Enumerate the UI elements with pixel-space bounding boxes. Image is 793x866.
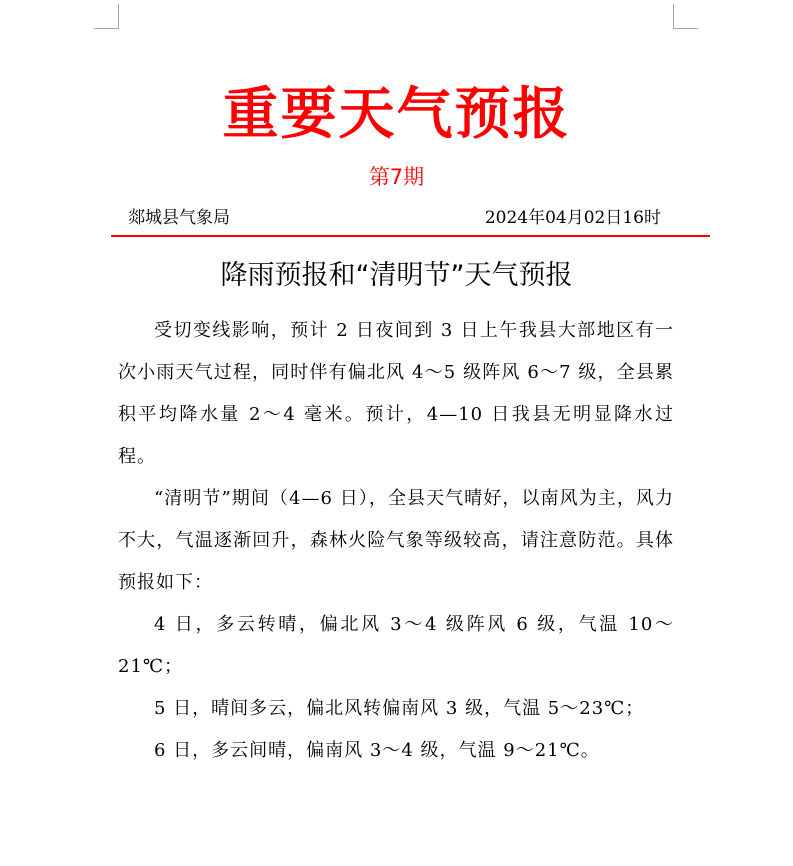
paragraph-qingming-overview: “清明节”期间（4—6 日），全县天气晴好，以南风为主，风力不大，气温逐渐回升，森林火险气象等级较高，请注意防范。具体预报如下： [118, 488, 674, 593]
page-corner-mark-top-right [673, 4, 698, 29]
page-corner-mark-top-left [94, 4, 119, 29]
header-divider [111, 235, 710, 237]
paragraph-day-6: 6 日，多云间晴，偏南风 3～4 级，气温 9～21℃。 [154, 740, 600, 761]
forecast-body [118, 310, 674, 772]
forecast-heading: 降雨预报和“清明节”天气预报 [220, 260, 573, 291]
issue-number: 第7期 [368, 165, 425, 189]
paragraph-day-4: 4 日，多云转晴，偏北风 3～4 级阵风 6 级，气温 10～21℃； [118, 614, 674, 677]
issue-datetime: 2024年04月02日16时 [484, 208, 661, 228]
paragraph-rain-forecast: 受切变线影响，预计 2 日夜间到 3 日上午我县大部地区有一次小雨天气过程，同时伴有偏北风 4～5 级阵风 6～7 级，全县累积平均降水量 2～4 毫米。预计，4—10 日我县无明显降水过程。 [118, 320, 674, 467]
issuing-agency: 郯城县气象局 [128, 208, 230, 228]
document-title: 重要天气预报 [222, 82, 571, 147]
paragraph-day-5: 5 日，晴间多云，偏北风转偏南风 3 级，气温 5～23℃； [154, 698, 645, 719]
